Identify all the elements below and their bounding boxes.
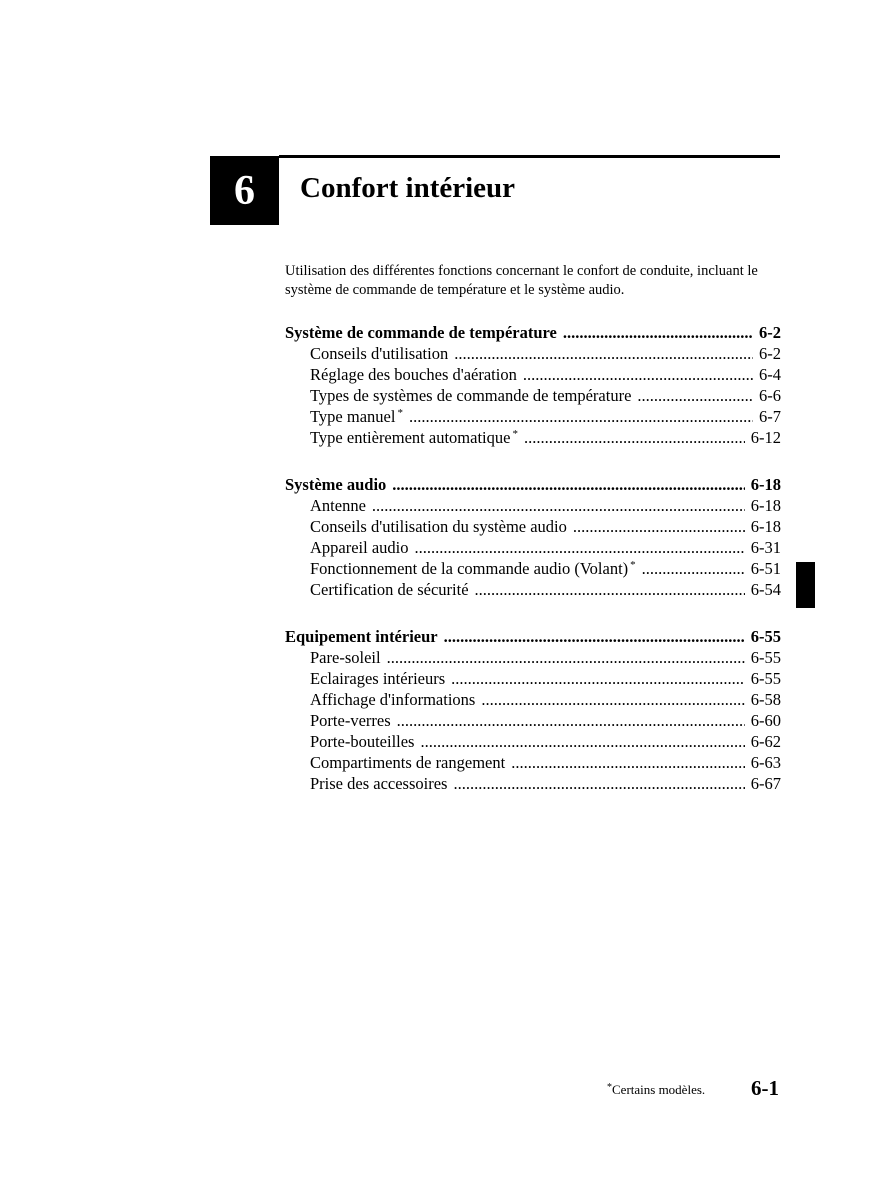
toc-page-ref: 6-51 [750, 559, 781, 578]
toc-entry-label: Compartiments de rangement [310, 753, 506, 772]
chapter-title: Confort intérieur [300, 172, 516, 204]
toc-leader-dots [387, 647, 745, 668]
table-of-contents [285, 322, 781, 820]
toc-entry-label: Certification de sécurité [310, 580, 469, 599]
toc-entry[interactable] [285, 364, 781, 385]
page-number: 6-1 [751, 1076, 779, 1100]
toc-entry-label: Réglage des bouches d'aération [310, 365, 517, 384]
toc-entry[interactable] [285, 537, 781, 558]
toc-leader-dots [415, 537, 745, 558]
footnote-text: Certains modèles. [612, 1082, 706, 1097]
toc-entry[interactable] [285, 668, 781, 689]
toc-leader-dots [573, 516, 745, 537]
toc-entry[interactable] [285, 731, 781, 752]
toc-page-ref: 6-55 [750, 648, 781, 667]
toc-section-title: Système de commande de température [285, 323, 557, 342]
toc-page-ref: 6-58 [750, 690, 781, 709]
toc-entry-label: Types de systèmes de commande de température [310, 386, 632, 405]
model-availability-mark: * [397, 407, 403, 419]
toc-entry-label: Porte-bouteilles [310, 732, 415, 751]
toc-entry[interactable] [285, 406, 781, 427]
toc-entry-label: Porte-verres [310, 711, 391, 730]
toc-page-ref: 6-31 [750, 538, 781, 557]
toc-entry[interactable] [285, 343, 781, 364]
toc-page-ref: 6-55 [750, 627, 781, 646]
toc-leader-dots [454, 343, 753, 364]
toc-entry-label: Fonctionnement de la commande audio (Volant) [310, 559, 629, 578]
toc-leader-dots [392, 474, 744, 495]
toc-page-ref: 6-60 [750, 711, 781, 730]
toc-entry[interactable] [285, 689, 781, 710]
toc-entry-label: Affichage d'informations [310, 690, 476, 709]
toc-leader-dots [481, 689, 744, 710]
toc-section [285, 626, 781, 794]
toc-entry[interactable] [285, 752, 781, 773]
toc-entry[interactable] [285, 385, 781, 406]
toc-leader-dots [511, 752, 745, 773]
toc-entry[interactable] [285, 647, 781, 668]
toc-page-ref: 6-18 [750, 475, 781, 494]
toc-leader-dots [637, 385, 753, 406]
toc-page-ref: 6-2 [759, 323, 781, 342]
toc-page-ref: 6-18 [750, 517, 781, 536]
toc-page-ref: 6-62 [750, 732, 781, 751]
intro-paragraph: Utilisation des différentes fonctions concernant le confort de conduite, incluant le système de commande de température et le système audio. [285, 263, 758, 298]
toc-page-ref: 6-54 [750, 580, 781, 599]
toc-page-ref: 6-67 [750, 774, 781, 793]
model-availability-mark: * [630, 559, 636, 571]
toc-leader-dots [409, 406, 753, 427]
toc-page-ref: 6-18 [750, 496, 781, 515]
toc-page-ref: 6-55 [750, 669, 781, 688]
toc-section-title: Système audio [285, 475, 387, 494]
toc-section [285, 322, 781, 448]
toc-leader-dots [397, 710, 745, 731]
toc-entry-label: Antenne [310, 496, 366, 515]
chapter-rule [279, 155, 780, 158]
toc-page-ref: 6-7 [759, 407, 781, 426]
toc-entry[interactable] [285, 427, 781, 448]
toc-leader-dots [475, 579, 745, 600]
toc-entry[interactable] [285, 579, 781, 600]
toc-section-heading[interactable] [285, 626, 781, 647]
toc-entry[interactable] [285, 516, 781, 537]
toc-entry[interactable] [285, 710, 781, 731]
toc-leader-dots [523, 364, 753, 385]
toc-page-ref: 6-63 [750, 753, 781, 772]
chapter-side-tab [796, 562, 815, 608]
toc-entry-label: Conseils d'utilisation [310, 344, 449, 363]
chapter-number: 6 [234, 167, 255, 214]
toc-section [285, 474, 781, 600]
toc-leader-dots [563, 322, 753, 343]
toc-leader-dots [444, 626, 745, 647]
toc-entry-label: Appareil audio [310, 538, 409, 557]
toc-entry-label: Type manuel [310, 407, 396, 426]
chapter-number-box [210, 156, 279, 225]
toc-entry-label: Prise des accessoires [310, 774, 448, 793]
toc-leader-dots [642, 558, 745, 579]
model-availability-mark: * [512, 428, 518, 440]
toc-page-ref: 6-6 [759, 386, 781, 405]
toc-leader-dots [524, 427, 745, 448]
toc-section-heading[interactable] [285, 474, 781, 495]
footnote [607, 1082, 705, 1098]
toc-entry-label: Pare-soleil [310, 648, 381, 667]
toc-leader-dots [420, 731, 744, 752]
toc-entry[interactable] [285, 558, 781, 579]
toc-page-ref: 6-12 [750, 428, 781, 447]
toc-leader-dots [453, 773, 744, 794]
toc-page-ref: 6-4 [759, 365, 781, 384]
toc-entry-label: Conseils d'utilisation du système audio [310, 517, 567, 536]
toc-section-heading[interactable] [285, 322, 781, 343]
toc-section-title: Equipement intérieur [285, 627, 438, 646]
toc-leader-dots [451, 668, 745, 689]
toc-entry-label: Eclairages intérieurs [310, 669, 446, 688]
toc-entry-label: Type entièrement automatique [310, 428, 511, 447]
toc-entry[interactable] [285, 495, 781, 516]
footnote-mark: * [607, 1082, 612, 1093]
toc-page-ref: 6-2 [759, 344, 781, 363]
toc-leader-dots [372, 495, 745, 516]
toc-entry[interactable] [285, 773, 781, 794]
